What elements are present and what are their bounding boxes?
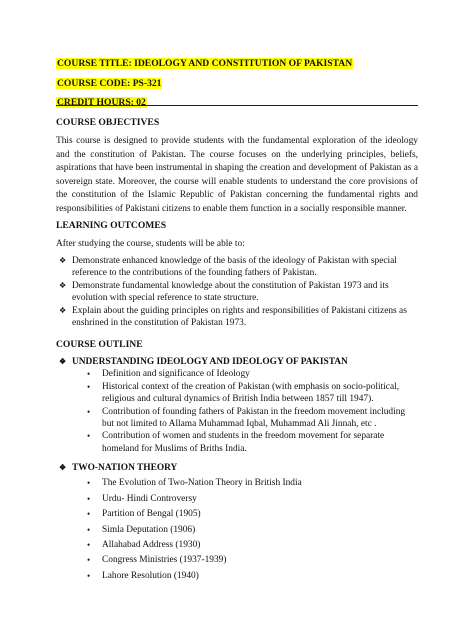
outline-heading: COURSE OUTLINE xyxy=(56,339,143,350)
credit-hours: CREDIT HOURS: 02 xyxy=(57,97,146,108)
course-code: COURSE CODE: PS-321 xyxy=(57,78,162,89)
filled-circle-bullet-icon: • xyxy=(87,493,91,504)
list-item: ❖ Explain about the guiding principles on rights and responsibilities of Pakistani citizens as enshrined in the constitution of Pakistan 1973. xyxy=(59,305,407,329)
filled-circle-bullet-icon: • xyxy=(87,369,91,380)
list-item: • Partition of Bengal (1905) xyxy=(87,509,201,520)
outcomes-heading: LEARNING OUTCOMES xyxy=(56,220,167,231)
filled-circle-bullet-icon: • xyxy=(87,478,91,489)
filled-circle-bullet-icon: • xyxy=(87,555,91,566)
list-item: • Allahabad Address (1930) xyxy=(87,540,201,551)
list-item: • The Evolution of Two-Nation Theory in British India xyxy=(87,478,302,489)
diamond-star-icon: ❖ xyxy=(59,280,67,290)
outcomes-list xyxy=(56,255,418,329)
filled-circle-bullet-icon: • xyxy=(87,431,91,442)
filled-circle-bullet-icon: • xyxy=(87,524,91,535)
list-item: • Simla Deputation (1906) xyxy=(87,524,196,535)
filled-circle-bullet-icon: • xyxy=(87,381,91,392)
filled-circle-bullet-icon: • xyxy=(87,570,91,581)
filled-circle-bullet-icon: • xyxy=(87,406,91,417)
list-item: ❖ Demonstrate fundamental knowledge about the constitution of Pakistan 1973 and its evolution with special reference to state structure. xyxy=(59,280,389,304)
diamond-star-icon: ❖ xyxy=(59,256,67,265)
filled-circle-bullet-icon: • xyxy=(87,540,91,551)
filled-circle-bullet-icon: • xyxy=(87,509,91,520)
diamond-star-icon: ❖ xyxy=(59,463,67,472)
section-title: ❖ UNDERSTANDING IDEOLOGY AND IDEOLOGY OF PAKISTAN xyxy=(59,357,348,367)
diamond-star-icon: ❖ xyxy=(59,357,67,366)
list-item: • Lahore Resolution (1940) xyxy=(87,570,199,581)
objectives-paragraph: This course is designed to provide students with the fundamental exploration of the ideology and the constitution of Pakistan. The course focuses on the underlying principles, beliefs, aspirations that have been instrumental in shaping the creation and development of Pakistan as a sovereign state. Moreover, the course will enable students to understand the core provisions of the constitution of the Islamic Republic of Pakistan concerning the fundamental rights and responsibilities of Pakistani citizens to enable them function in a socially responsible manner. xyxy=(56,136,418,214)
objectives-heading: COURSE OBJECTIVES xyxy=(56,117,160,128)
section-title: ❖ TWO-NATION THEORY xyxy=(59,463,178,473)
list-item: ❖ Demonstrate enhanced knowledge of the basis of the ideology of Pakistan with special reference to the contributions of the founding fathers of Pakistan. xyxy=(59,256,397,279)
outline-section-2 xyxy=(56,462,418,582)
header-divider xyxy=(56,105,418,106)
outline-section-1 xyxy=(56,356,418,455)
diamond-star-icon: ❖ xyxy=(59,305,67,315)
course-title: COURSE TITLE: IDEOLOGY AND CONSTITUTION OF PAKISTAN xyxy=(57,58,353,69)
list-item: • Congress Ministries (1937-1939) xyxy=(87,555,227,566)
outcomes-intro: After studying the course, students will be able to: xyxy=(56,239,245,249)
list-item: • Contribution of women and students in the freedom movement for separate homeland for Muslims of Briths India. xyxy=(87,431,385,454)
list-item: • Contribution of founding fathers of Pakistan in the freedom movement including but not limited to Allama Muhammad Iqbal, Muhammad Ali Jinnah, etc . xyxy=(87,406,406,430)
list-item: • Historical context of the creation of Pakistan (with emphasis on socio-political, religious and cultural dynamics of British India between 1857 till 1947). xyxy=(87,381,400,405)
list-item: • Definition and significance of Ideology xyxy=(87,369,250,380)
list-item: • Urdu- Hindi Controversy xyxy=(87,493,197,504)
